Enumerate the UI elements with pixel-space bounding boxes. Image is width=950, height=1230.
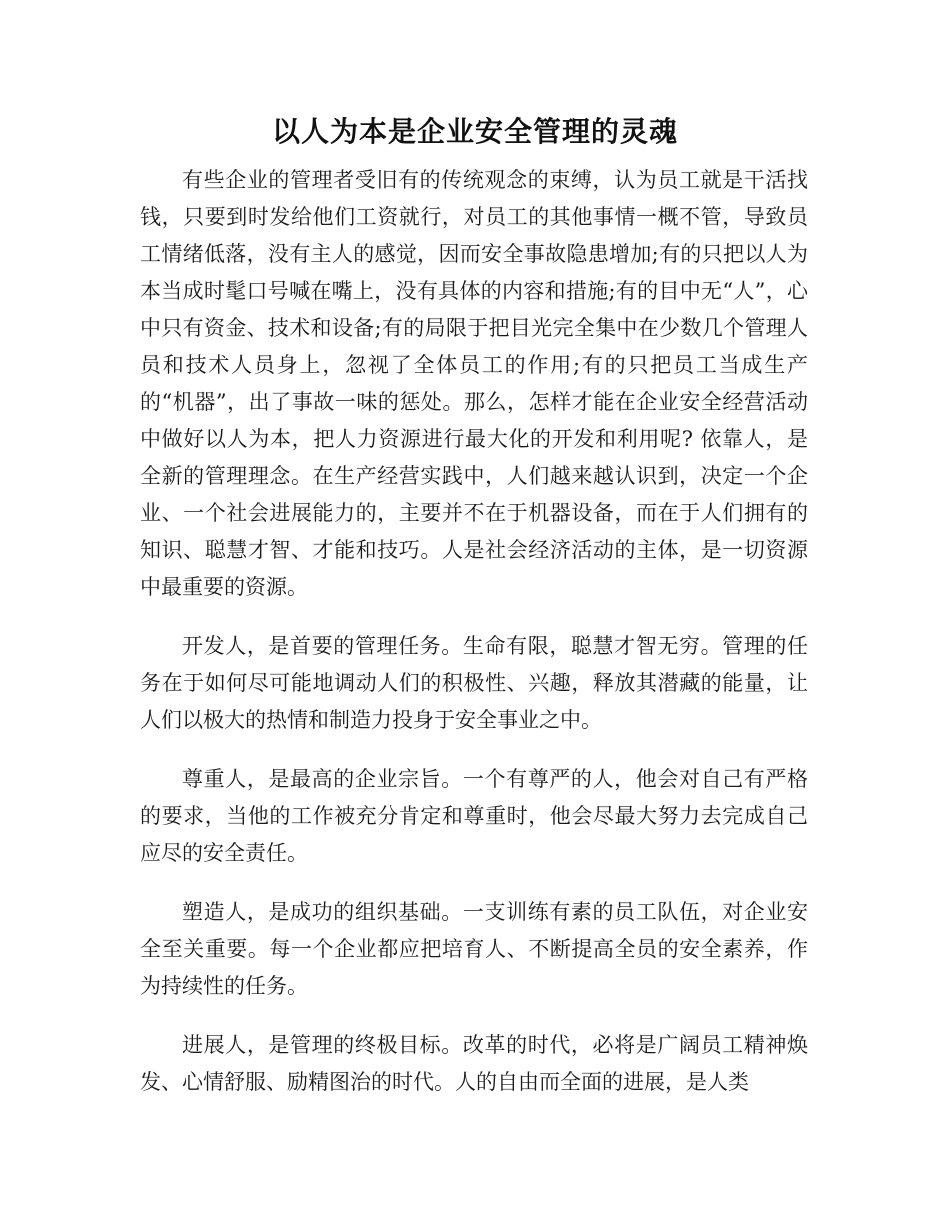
paragraph-2: 开发人，是首要的管理任务。生命有限，聪慧才智无穷。管理的任务在于如何尽可能地调动人们的积极性、兴趣，释放其潜藏的能量，让人们以极大的热情和制造力投身于安全事业之中。 [140, 634, 808, 732]
document-body [140, 162, 808, 1123]
document-title: 以人为本是企业安全管理的灵魂 [271, 115, 678, 148]
paragraph-3: 尊重人，是最高的企业宗旨。一个有尊严的人，他会对自己有严格的要求，当他的工作被充分肯定和尊重时，他会尽最大努力去完成自己应尽的安全责任。 [140, 767, 808, 865]
paragraph-1: 有些企业的管理者受旧有的传统观念的束缚，认为员工就是干活找钱，只要到时发给他们工资就行，对员工的其他事情一概不管，导致员工情绪低落，没有主人的感觉，因而安全事故隐患增加;有的只把以人为本当成时髦口号喊在嘴上，没有具体的内容和措施;有的目中无“人”，心中只有资金、技术和设备;有的局限于把目光完全集中在少数几个管理人员和技术人员身上，忽视了全体员工的作用;有的只把员工当成生产的“机器”，出了事故一味的惩处。那么，怎样才能在企业安全经营活动中做好以人为本，把人力资源进行最大化的开发和利用呢? 依靠人，是全新的管理理念。在生产经营实践中，人们越来越认识到，决定一个企业、一个社会进展能力的，主要并不在于机器设备，而在于人们拥有的知识、聪慧才智、才能和技巧。人是社会经济活动的主体，是一切资源中最重要的资源。 [140, 168, 808, 599]
paragraph-4: 塑造人，是成功的组织基础。一支训练有素的员工队伍，对企业安全至关重要。每一个企业都应把培育人、不断提高全员的安全素养，作为持续性的任务。 [140, 900, 808, 998]
paragraph-5: 进展人，是管理的终极目标。改革的时代，必将是广阔员工精神焕发、心情舒服、励精图治的时代。人的自由而全面的进展，是人类 [140, 1033, 808, 1094]
